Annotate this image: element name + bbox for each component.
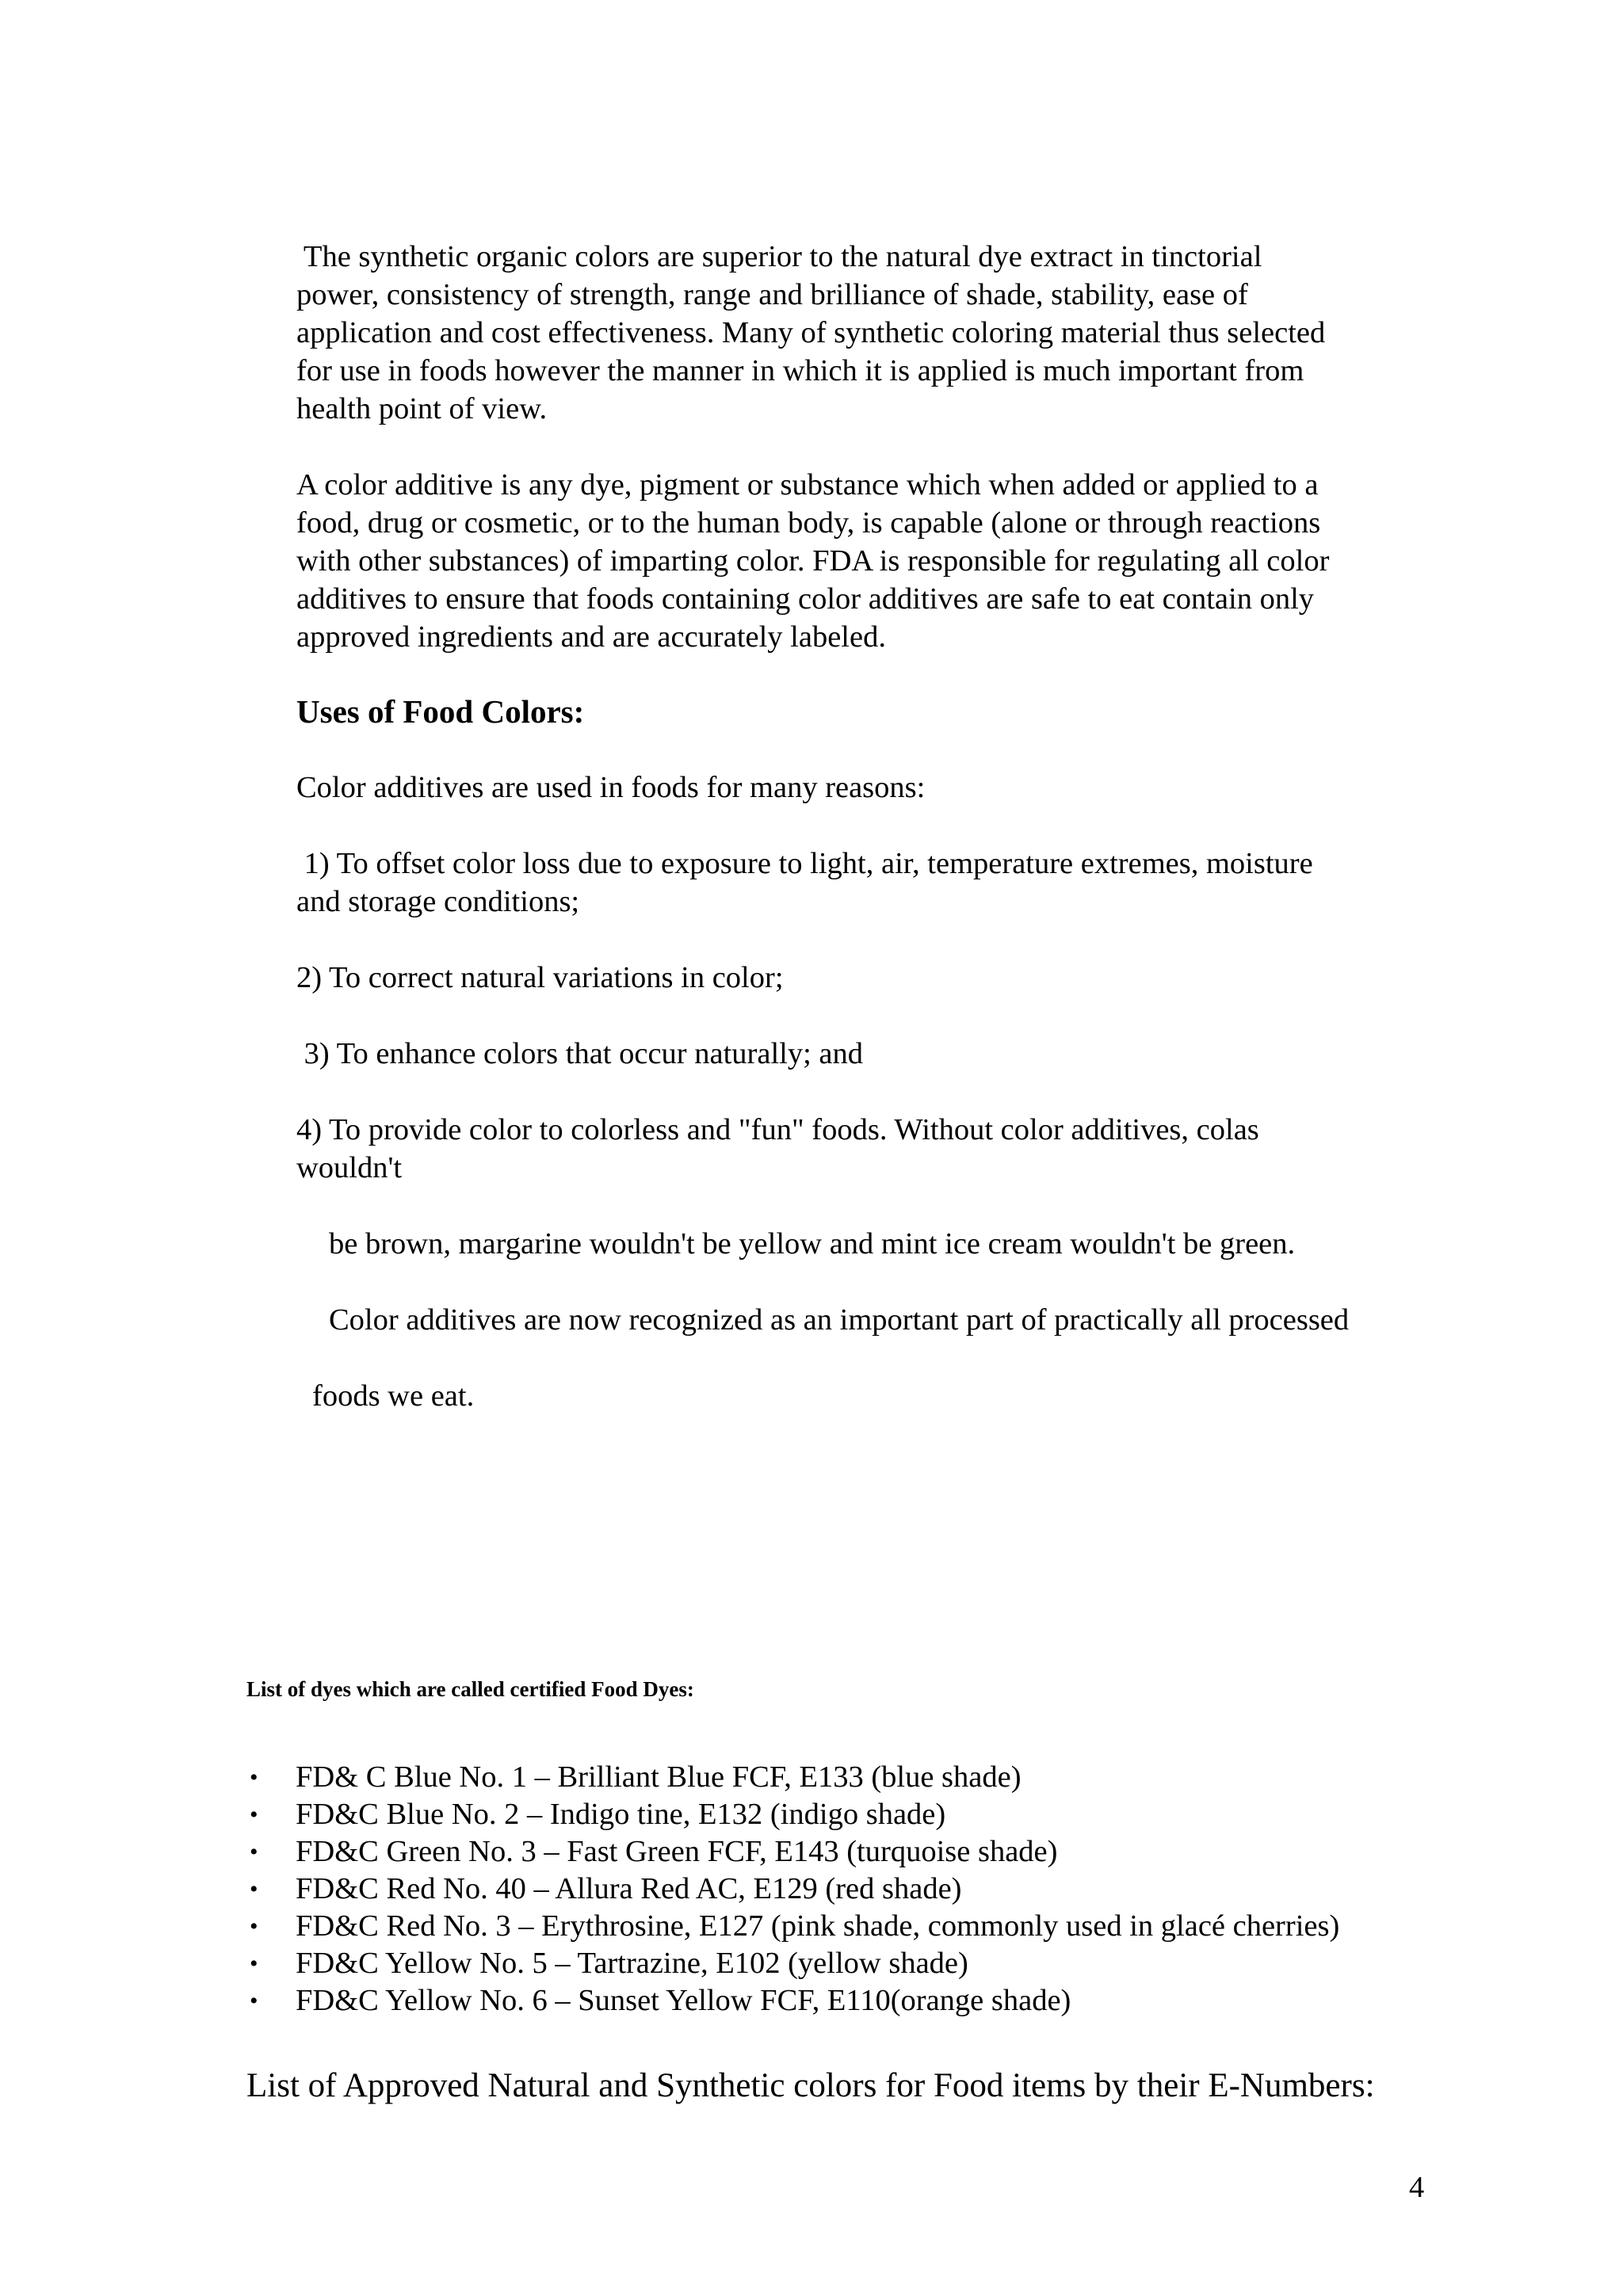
- bullet-icon: •: [250, 1876, 258, 1902]
- closing-line-2: foods we eat.: [312, 1379, 475, 1413]
- dye-text: FD&C Yellow No. 5 – Tartrazine, E102 (yellow shade): [296, 1947, 968, 1980]
- paragraph-line: health point of view.: [296, 392, 548, 425]
- reason-2: 2) To correct natural variations in color;: [296, 961, 784, 994]
- paragraph-line: with other substances) of imparting color. FDA is responsible for regulating all color: [296, 544, 1330, 578]
- bullet-icon: •: [250, 1913, 258, 1939]
- certified-dyes-heading: List of dyes which are called certified Food Dyes:: [246, 1677, 694, 1701]
- paragraph-line: approved ingredients and are accurately labeled.: [296, 620, 886, 654]
- reason-1-line-1: 1) To offset color loss due to exposure to light, air, temperature extremes, moisture: [296, 847, 1313, 880]
- paragraph-line: power, consistency of strength, range and brilliance of shade, stability, ease of: [296, 278, 1248, 311]
- list-item: [246, 1759, 1339, 1796]
- closing-line-1: Color additives are now recognized as an important part of practically all processed: [329, 1303, 1350, 1337]
- dye-text: FD& C Blue No. 1 – Brilliant Blue FCF, E133 (blue shade): [296, 1760, 1022, 1794]
- dye-text: FD&C Green No. 3 – Fast Green FCF, E143 (turquoise shade): [296, 1835, 1058, 1868]
- bullet-icon: •: [250, 1839, 258, 1865]
- list-item: [246, 1982, 1339, 2019]
- dye-text: FD&C Red No. 3 – Erythrosine, E127 (pink shade, commonly used in glacé cherries): [296, 1909, 1340, 1943]
- page-number: 4: [1409, 2171, 1425, 2204]
- paragraph-line: food, drug or cosmetic, or to the human body, is capable (alone or through reactions: [296, 506, 1321, 540]
- paragraph-line: for use in foods however the manner in which it is applied is much important from: [296, 354, 1304, 387]
- paragraph-line: A color additive is any dye, pigment or substance which when added or applied to a: [296, 468, 1319, 502]
- reason-4-line-3: be brown, margarine wouldn't be yellow and mint ice cream wouldn't be green.: [329, 1227, 1296, 1261]
- certified-dyes-list: [246, 1759, 1339, 2019]
- list-item: [246, 1908, 1339, 1945]
- approved-colors-heading: List of Approved Natural and Synthetic colors for Food items by their E-Numbers:: [246, 2067, 1375, 2104]
- paragraph-line: The synthetic organic colors are superior to the natural dye extract in tinctorial: [296, 240, 1262, 273]
- paragraph-line: application and cost effectiveness. Many of synthetic coloring material thus selected: [296, 316, 1326, 349]
- paragraph-line: additives to ensure that foods containing color additives are safe to eat contain only: [296, 582, 1315, 616]
- list-item: [246, 1833, 1339, 1871]
- list-item: [246, 1945, 1339, 1982]
- list-item: [246, 1796, 1339, 1833]
- bullet-icon: •: [250, 1802, 258, 1828]
- reason-4-line-2: wouldn't: [296, 1151, 403, 1184]
- reason-4-line-1: 4) To provide color to colorless and "fun" foods. Without color additives, colas: [296, 1113, 1259, 1146]
- list-item: [246, 1871, 1339, 1908]
- bullet-icon: •: [250, 1764, 258, 1791]
- bullet-icon: •: [250, 1988, 258, 2014]
- dye-text: FD&C Yellow No. 6 – Sunset Yellow FCF, E110(orange shade): [296, 1984, 1071, 2017]
- uses-intro: Color additives are used in foods for many reasons:: [296, 771, 926, 804]
- uses-heading: Uses of Food Colors:: [296, 693, 585, 730]
- reason-3: 3) To enhance colors that occur naturally; and: [296, 1037, 863, 1070]
- bullet-icon: •: [250, 1951, 258, 1977]
- dye-text: FD&C Red No. 40 – Allura Red AC, E129 (red shade): [296, 1872, 962, 1905]
- dye-text: FD&C Blue No. 2 – Indigo tine, E132 (indigo shade): [296, 1798, 946, 1831]
- reason-1-line-2: and storage conditions;: [296, 885, 580, 918]
